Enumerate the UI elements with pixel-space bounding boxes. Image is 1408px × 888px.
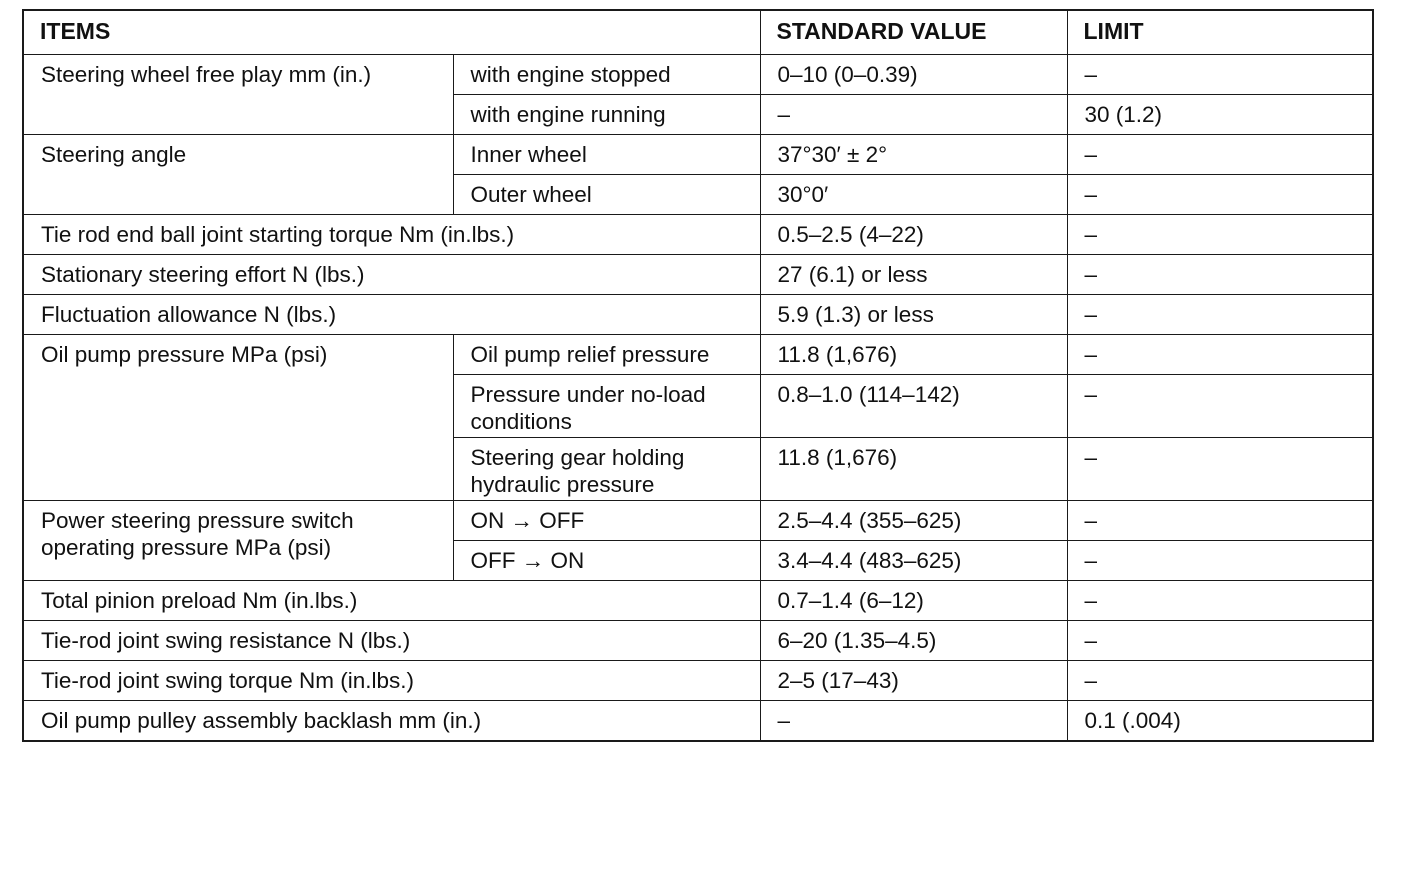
table-row [23,295,1373,335]
sub-item-cell: Outer wheel [453,175,760,215]
limit-cell: – [1067,215,1373,255]
standard-value-cell: 0.8–1.0 (114–142) [760,375,1067,438]
standard-value-cell: 11.8 (1,676) [760,335,1067,375]
sub-item-cell: with engine running [453,95,760,135]
limit-cell: – [1067,55,1373,95]
item-cell: Total pinion preload Nm (in.lbs.) [23,581,760,621]
header-row [23,10,1373,55]
limit-cell: – [1067,375,1373,438]
sub-item-cell: Pressure under no-load conditions [453,375,760,438]
limit-cell: – [1067,295,1373,335]
limit-cell: – [1067,135,1373,175]
table-row [23,621,1373,661]
standard-value-cell: 0.7–1.4 (6–12) [760,581,1067,621]
item-cell: Steering angle [23,135,453,215]
standard-value-cell: 2–5 (17–43) [760,661,1067,701]
standard-value-cell: 5.9 (1.3) or less [760,295,1067,335]
item-cell: Tie-rod joint swing resistance N (lbs.) [23,621,760,661]
table-row [23,501,1373,541]
sub-item-cell: Inner wheel [453,135,760,175]
limit-cell: – [1067,661,1373,701]
header-limit: LIMIT [1067,10,1373,55]
item-cell: Tie-rod joint swing torque Nm (in.lbs.) [23,661,760,701]
limit-cell: 30 (1.2) [1067,95,1373,135]
standard-value-cell: – [760,701,1067,741]
standard-value-cell: 0–10 (0–0.39) [760,55,1067,95]
table-row [23,55,1373,95]
limit-cell: – [1067,438,1373,501]
standard-value-cell: 11.8 (1,676) [760,438,1067,501]
item-cell: Oil pump pulley assembly backlash mm (in.) [23,701,760,741]
header-items: ITEMS [23,10,760,55]
standard-value-cell: 2.5–4.4 (355–625) [760,501,1067,541]
limit-cell: – [1067,541,1373,581]
standard-value-cell: 37°30′ ± 2° [760,135,1067,175]
limit-cell: 0.1 (.004) [1067,701,1373,741]
standard-value-cell: 6–20 (1.35–4.5) [760,621,1067,661]
header-standard-value: STANDARD VALUE [760,10,1067,55]
standard-value-cell: 30°0′ [760,175,1067,215]
limit-cell: – [1067,581,1373,621]
table-row [23,661,1373,701]
limit-cell: – [1067,501,1373,541]
standard-value-cell: 3.4–4.4 (483–625) [760,541,1067,581]
table-row [23,701,1373,741]
sub-item-cell: with engine stopped [453,55,760,95]
sub-item-cell: Steering gear holding hydraulic pressure [453,438,760,501]
table-row [23,255,1373,295]
table-row [23,135,1373,175]
sub-item-cell: OFF → ON [453,541,760,581]
item-cell: Power steering pressure switch operating pressure MPa (psi) [23,501,453,581]
sub-item-cell: Oil pump relief pressure [453,335,760,375]
item-cell: Fluctuation allowance N (lbs.) [23,295,760,335]
item-cell: Stationary steering effort N (lbs.) [23,255,760,295]
item-cell: Oil pump pressure MPa (psi) [23,335,453,501]
item-cell: Steering wheel free play mm (in.) [23,55,453,135]
limit-cell: – [1067,255,1373,295]
table-row [23,215,1373,255]
standard-value-cell: 0.5–2.5 (4–22) [760,215,1067,255]
specification-table [22,9,1374,742]
sub-item-cell: ON → OFF [453,501,760,541]
standard-value-cell: 27 (6.1) or less [760,255,1067,295]
table-row [23,335,1373,375]
limit-cell: – [1067,175,1373,215]
standard-value-cell: – [760,95,1067,135]
limit-cell: – [1067,335,1373,375]
limit-cell: – [1067,621,1373,661]
table-row [23,581,1373,621]
item-cell: Tie rod end ball joint starting torque Nm (in.lbs.) [23,215,760,255]
